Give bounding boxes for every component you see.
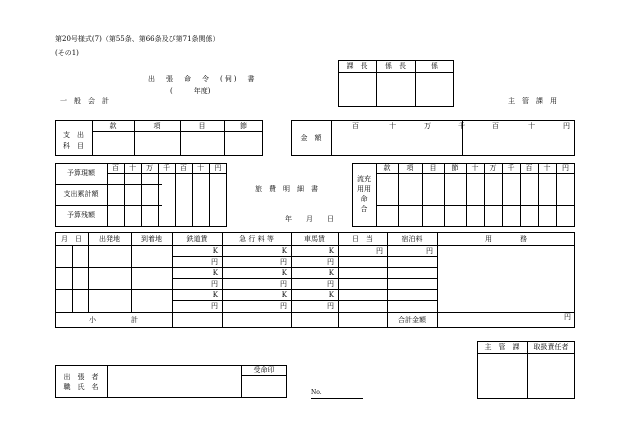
diversion-label: 流充 用用 命 合: [357, 175, 371, 213]
carriage-unit-k-3: K: [328, 291, 334, 299]
total-amount-label: 合計金額: [398, 316, 426, 324]
amount-label: 金 額: [300, 134, 322, 142]
col-arrival: 到着地: [141, 235, 162, 243]
amount-unit-hyaku: 百: [352, 122, 359, 130]
carriage-unit-k-1: K: [328, 247, 334, 255]
railway-unit-k-2: K: [212, 269, 218, 277]
express-unit-k-3: K: [281, 291, 287, 299]
amount-unit-hyaku2: 百: [492, 122, 499, 130]
col-lodging: 宿泊料: [401, 235, 423, 243]
form-part: (その1): [55, 49, 79, 57]
col-departure: 出発地: [99, 235, 120, 243]
diversion-col-kou: 項: [406, 164, 414, 172]
carriage-unit-k-2: K: [328, 269, 334, 277]
diversion-col-kan: 款: [383, 164, 391, 172]
account-label: 一 般 会 計: [60, 97, 109, 105]
expense-col-moku: 目: [198, 122, 206, 130]
diversion-col-moku: 目: [429, 164, 437, 172]
express-unit-k-2: K: [281, 269, 287, 277]
form-serial-no: No.: [311, 389, 322, 396]
budget-unit-hyaku2: 百: [180, 164, 187, 172]
carriage-unit-yen-2: 円: [327, 280, 334, 288]
budget-remaining-label: 予算残額: [67, 211, 95, 219]
amount-unit-en: 円: [563, 122, 570, 130]
railway-unit-k-3: K: [212, 291, 218, 299]
budget-unit-en: 円: [214, 164, 222, 172]
express-unit-yen-3: 円: [280, 302, 287, 310]
expense-col-setsu: 節: [240, 122, 247, 130]
approval-section-chief: 課 長: [346, 62, 368, 70]
approval-subsection-chief: 係 長: [385, 62, 406, 70]
col-railway: 鉄道賃: [186, 235, 208, 243]
amount-unit-juu: 十: [389, 122, 396, 130]
form-title: 出 張 命 令 (伺) 書: [148, 75, 257, 83]
diversion-unit-en: 円: [562, 164, 569, 172]
col-business: 用 務: [485, 235, 527, 243]
railway-unit-k-1: K: [212, 247, 218, 255]
expense-col-kan: 款: [109, 122, 117, 130]
budget-unit-hyaku: 百: [112, 164, 119, 172]
budget-unit-juu: 十: [129, 164, 136, 172]
col-daily: 日 当: [352, 235, 373, 243]
col-express: 急 行 料 等: [239, 235, 274, 243]
diversion-unit-juu2: 十: [543, 164, 551, 172]
carriage-unit-yen-1: 円: [327, 258, 334, 266]
budget-cumulative-label: 支出累計額: [63, 190, 99, 198]
diversion-unit-sen: 千: [507, 164, 515, 172]
budget-unit-sen: 千: [163, 164, 170, 172]
carriage-unit-yen-3: 円: [327, 302, 334, 310]
amount-unit-man: 万: [424, 122, 431, 130]
amount-unit-juu2: 十: [528, 122, 535, 130]
approval-staff: 係: [431, 62, 438, 70]
main-dept-label: 主 管 課: [484, 343, 520, 351]
express-unit-k-1: K: [281, 247, 287, 255]
railway-unit-yen-2: 円: [211, 280, 218, 288]
express-unit-yen-2: 円: [280, 280, 287, 288]
stamp-label: 受命印: [253, 366, 275, 374]
budget-unit-man: 万: [146, 164, 153, 172]
expense-account-label: 支 出 科 目: [63, 131, 84, 150]
amount-unit-sen: 千: [458, 122, 465, 130]
diversion-unit-juu: 十: [471, 164, 479, 172]
expense-col-kou: 項: [153, 122, 161, 130]
detail-date: 年 月 日: [285, 215, 334, 223]
total-amount-unit: 円: [564, 313, 571, 321]
diversion-unit-hyaku: 百: [525, 164, 533, 172]
col-date: 月 日: [61, 235, 82, 243]
lodging-unit-yen-1: 円: [426, 247, 433, 255]
railway-unit-yen-3: 円: [211, 302, 218, 310]
daily-unit-yen-1: 円: [376, 247, 383, 255]
diversion-unit-man: 万: [489, 164, 497, 172]
form-title-year: ( 年度): [170, 87, 211, 95]
budget-unit-juu2: 十: [197, 164, 204, 172]
dept-label: 主 管 課 用: [508, 97, 557, 105]
detail-title: 旅 費 明 細 書: [255, 185, 318, 193]
diversion-col-setsu: 節: [451, 164, 459, 172]
col-carriage: 車馬賃: [304, 235, 325, 243]
traveler-label: 出 張 者 職 氏 名: [63, 373, 99, 391]
form-number: 第20号様式(7)（第55条、第66条及び第71条関係）: [55, 35, 220, 43]
railway-unit-yen-1: 円: [211, 258, 218, 266]
subtotal-label: 小 計: [89, 316, 138, 324]
responsible-label: 取扱責任者: [533, 343, 569, 351]
express-unit-yen-1: 円: [280, 258, 287, 266]
budget-current-label: 予算現額: [67, 169, 95, 177]
